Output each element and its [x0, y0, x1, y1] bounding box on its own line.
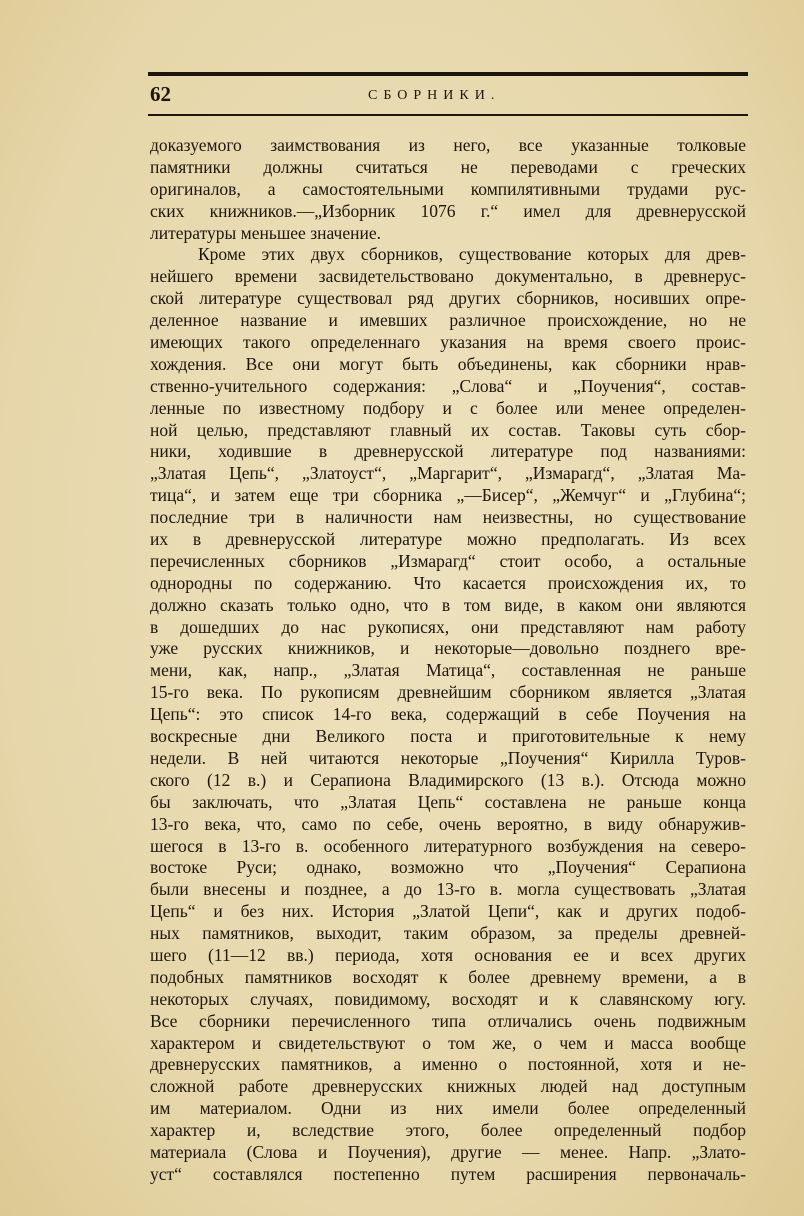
text-line: „Златая Цепь“, „Златоуст“, „Маргарит“, „Измарагд“, „Златая Ма- [150, 463, 746, 484]
text-line: шегося в 13-го в. особенного литературного возбуждения на северо- [150, 835, 746, 856]
text-line: имеющих такого определеннаго указания на время своего проис- [150, 332, 746, 353]
text-line: ской литературе существовал ряд других сборников, носивших опре- [150, 288, 746, 309]
text-line: хождения. Все они могут быть объединены, как сборники нрав- [150, 353, 746, 374]
text-line: ского (12 в.) и Серапиона Владимирского (13 в.). Отсюда можно [150, 769, 746, 790]
paragraph-start-line: Кроме этих двух сборников, существование которых для древ- [198, 244, 746, 265]
text-line: воскресные дни Великого поста и приготовительные к нему [150, 726, 746, 747]
text-line: подобных памятников восходят к более древнему времени, а в [150, 966, 746, 987]
text-line: нейшего времени засвидетельствовано документально, в древнерус- [150, 266, 746, 287]
text-line: характером и свидетельствуют о том же, о чем и масса вообще [150, 1032, 746, 1053]
text-line: 15-го века. По рукописям древнейшим сборником является „Златая [150, 682, 746, 703]
text-line: ственно-учительного содержания: „Слова“ и „Поучения“, состав- [150, 375, 746, 396]
text-line: должно сказать только одно, что в том виде, в каком они являются [150, 594, 746, 615]
text-line: востоке Руси; однако, возможно что „Поучения“ Серапиона [150, 857, 746, 878]
text-line: бы заключать, что „Златая Цепь“ составлена не раньше конца [150, 791, 746, 812]
text-line: ники, ходившие в древнерусской литературе под названиями: [150, 441, 746, 462]
text-line: некоторых случаях, повидимому, восходят и к славянскому югу. [150, 988, 746, 1009]
text-line: древнерусских памятников, а именно о постоянной, хотя и не- [150, 1054, 746, 1075]
body-text [150, 135, 746, 1186]
text-line: доказуемого заимствования из него, все указанные толковые [150, 135, 746, 155]
text-line: уже русских книжников, и некоторые—довольно позднего вре- [150, 638, 746, 659]
text-line: тица“, и затем еще три сборника „—Бисер“, „Жемчуг“ и „Глубина“; [150, 485, 746, 506]
text-line: ных памятников, выходит, таким образом, за пределы древней- [150, 923, 746, 944]
text-line: ских книжников.—„Изборник 1076 г.“ имел для древнерусской [150, 200, 746, 221]
text-line: материала (Слова и Поучения), другие — менее. Напр. „Злато- [150, 1141, 746, 1162]
text-line: последние три в наличности нам неизвестны, но существование [150, 507, 746, 528]
running-title: СБОРНИКИ. [368, 88, 501, 103]
text-line: деленное название и имевших различное происхождение, но не [150, 310, 746, 331]
text-line: перечисленных сборников „Измарагд“ стоит особо, а остальные [150, 550, 746, 571]
page-number: 62 [150, 82, 171, 106]
text-line: мени, как, напр., „Златая Матица“, составленная не раньше [150, 660, 746, 681]
text-line: недели. В ней читаются некоторые „Поучения“ Кирилла Туров- [150, 747, 746, 768]
text-line: однородны по содержанию. Что касается происхождения их, то [150, 572, 746, 593]
text-line: памятники должны считаться не переводами с греческих [150, 156, 746, 177]
text-line: литературы меньшее значение. [150, 222, 381, 243]
text-line: шего (11—12 вв.) периода, хотя основания ее и всех других [150, 944, 746, 965]
text-line: 13-го века, что, само по себе, очень вероятно, в виду обнаружив- [150, 813, 746, 834]
text-line: в дошедших до нас рукописях, они представляют нам работу [150, 616, 746, 637]
header-rule-bottom [148, 114, 748, 116]
text-line: ленные по известному подбору и с более или менее определен- [150, 397, 746, 418]
header-rule-top [148, 72, 748, 76]
text-line: Цепь“ и без них. История „Златой Цепи“, как и других подоб- [150, 901, 746, 922]
text-line: сложной работе древнерусских книжных людей над доступным [150, 1076, 746, 1097]
text-line: их в древнерусской литературе можно предполагать. Из всех [150, 529, 746, 550]
text-line: уст“ составлялся постепенно путем расширения первоначаль- [150, 1163, 746, 1184]
text-line: оригиналов, а самостоятельными компилятивными трудами рус- [150, 178, 746, 199]
text-line: Цепь“: это список 14-го века, содержащий в себе Поучения на [150, 704, 746, 725]
text-line: ной целью, представляют главный их состав. Таковы суть сбор- [150, 419, 746, 440]
text-line: характер и, вследствие этого, более определенный подбор [150, 1120, 746, 1141]
text-line: им материалом. Одни из них имели более определенный [150, 1098, 746, 1119]
text-line: были внесены и позднее, а до 13-го в. могла существовать „Златая [150, 879, 746, 900]
text-line: Все сборники перечисленного типа отличались очень подвижным [150, 1010, 746, 1031]
